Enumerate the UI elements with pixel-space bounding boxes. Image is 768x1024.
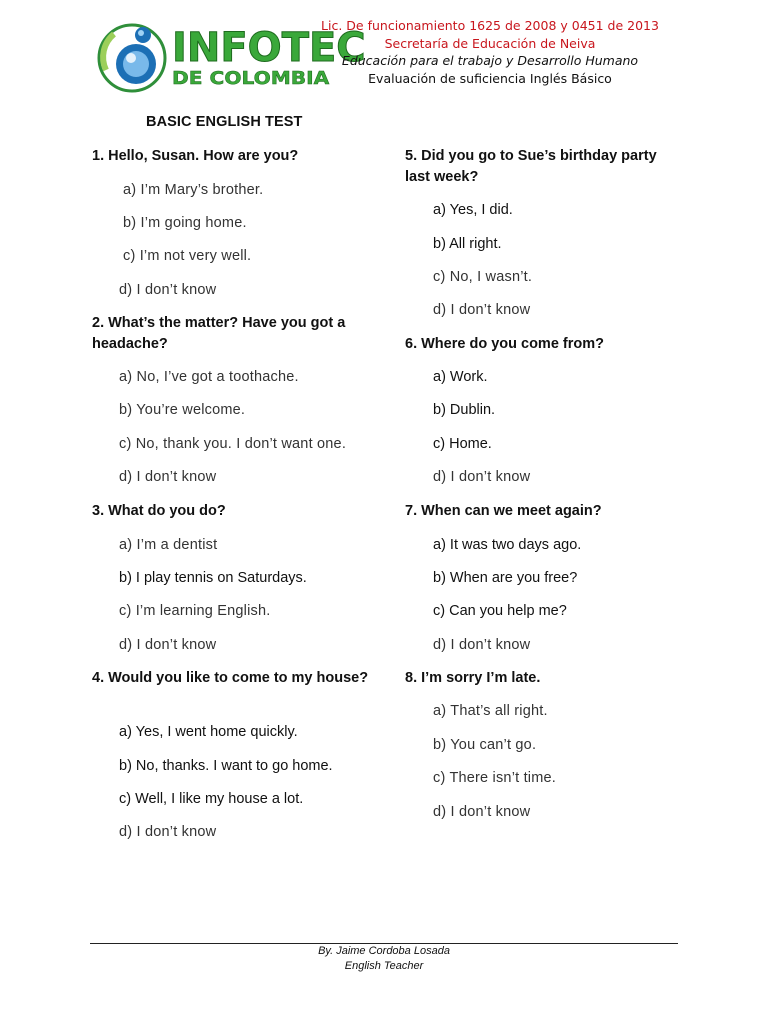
question-8-option-c: c) There isn’t time. — [433, 770, 556, 786]
logo-brand-text: INFOTEC — [172, 25, 366, 71]
question-1-option-d: d) I don’t know — [119, 282, 217, 298]
question-1: 1. Hello, Susan. How are you? — [92, 148, 299, 164]
question-2-option-c: c) No, thank you. I don’t want one. — [119, 436, 347, 452]
question-7-option-b: b) When are you free? — [433, 570, 578, 586]
logo-sub-text: DE COLOMBIA — [172, 68, 330, 89]
question-8-option-a: a) That’s all right. — [433, 703, 548, 719]
header-info — [320, 17, 660, 87]
logo-emblem-icon — [96, 18, 176, 98]
program-line: Educación para el trabajo y Desarrollo Humano — [341, 53, 639, 68]
license-line: Lic. De funcionamiento 1625 de 2008 y 0451 de 2013 — [321, 18, 659, 33]
evaluation-line: Evaluación de suficiencia Inglés Básico — [368, 70, 612, 86]
question-5-option-d: d) I don’t know — [433, 302, 531, 318]
question-5-option-c: c) No, I wasn’t. — [433, 269, 533, 285]
footer-author: By. Jaime Cordoba Losada — [318, 945, 450, 957]
question-4-option-b: b) No, thanks. I want to go home. — [119, 758, 333, 774]
question-3: 3. What do you do? — [92, 503, 226, 519]
infotec-logo — [96, 18, 366, 98]
secretaria-line: Secretaría de Educación de Neiva — [384, 35, 596, 51]
test-title: BASIC ENGLISH TEST — [146, 114, 303, 130]
question-7-option-d: d) I don’t know — [433, 637, 531, 653]
question-7: 7. When can we meet again? — [405, 503, 602, 519]
question-3-option-b: b) I play tennis on Saturdays. — [119, 570, 307, 586]
question-5: 5. Did you go to Sue’s birthday party last week? — [405, 148, 657, 185]
question-1-option-c: c) I’m not very well. — [123, 248, 252, 264]
question-2-option-a: a) No, I’ve got a toothache. — [119, 369, 299, 385]
question-6-option-c: c) Home. — [433, 436, 492, 452]
question-8-option-d: d) I don’t know — [433, 804, 531, 820]
question-6: 6. Where do you come from? — [405, 336, 604, 352]
question-7-option-a: a) It was two days ago. — [433, 537, 582, 553]
question-1-option-a: a) I’m Mary’s brother. — [123, 182, 264, 198]
question-6-option-a: a) Work. — [433, 369, 488, 385]
question-3-option-a: a) I’m a dentist — [119, 537, 218, 553]
question-6-option-d: d) I don’t know — [433, 469, 531, 485]
question-2-option-b: b) You’re welcome. — [119, 402, 246, 418]
question-2: 2. What’s the matter? Have you got a headache? — [92, 315, 346, 352]
question-3-option-d: d) I don’t know — [119, 637, 217, 653]
question-4: 4. Would you like to come to my house? — [92, 670, 369, 686]
question-1-option-b: b) I’m going home. — [123, 215, 247, 231]
question-6-option-b: b) Dublin. — [433, 402, 496, 418]
question-5-option-a: a) Yes, I did. — [433, 202, 513, 218]
question-2-option-d: d) I don’t know — [119, 469, 217, 485]
question-7-option-c: c) Can you help me? — [433, 603, 567, 619]
question-3-option-c: c) I’m learning English. — [119, 603, 271, 619]
question-4-option-a: a) Yes, I went home quickly. — [119, 724, 298, 740]
question-5-option-b: b) All right. — [433, 236, 502, 252]
question-8: 8. I’m sorry I’m late. — [405, 670, 541, 686]
question-8-option-b: b) You can’t go. — [433, 737, 537, 753]
question-4-option-d: d) I don’t know — [119, 824, 217, 840]
question-4-option-c: c) Well, I like my house a lot. — [119, 791, 304, 807]
footer-role: English Teacher — [344, 960, 424, 972]
